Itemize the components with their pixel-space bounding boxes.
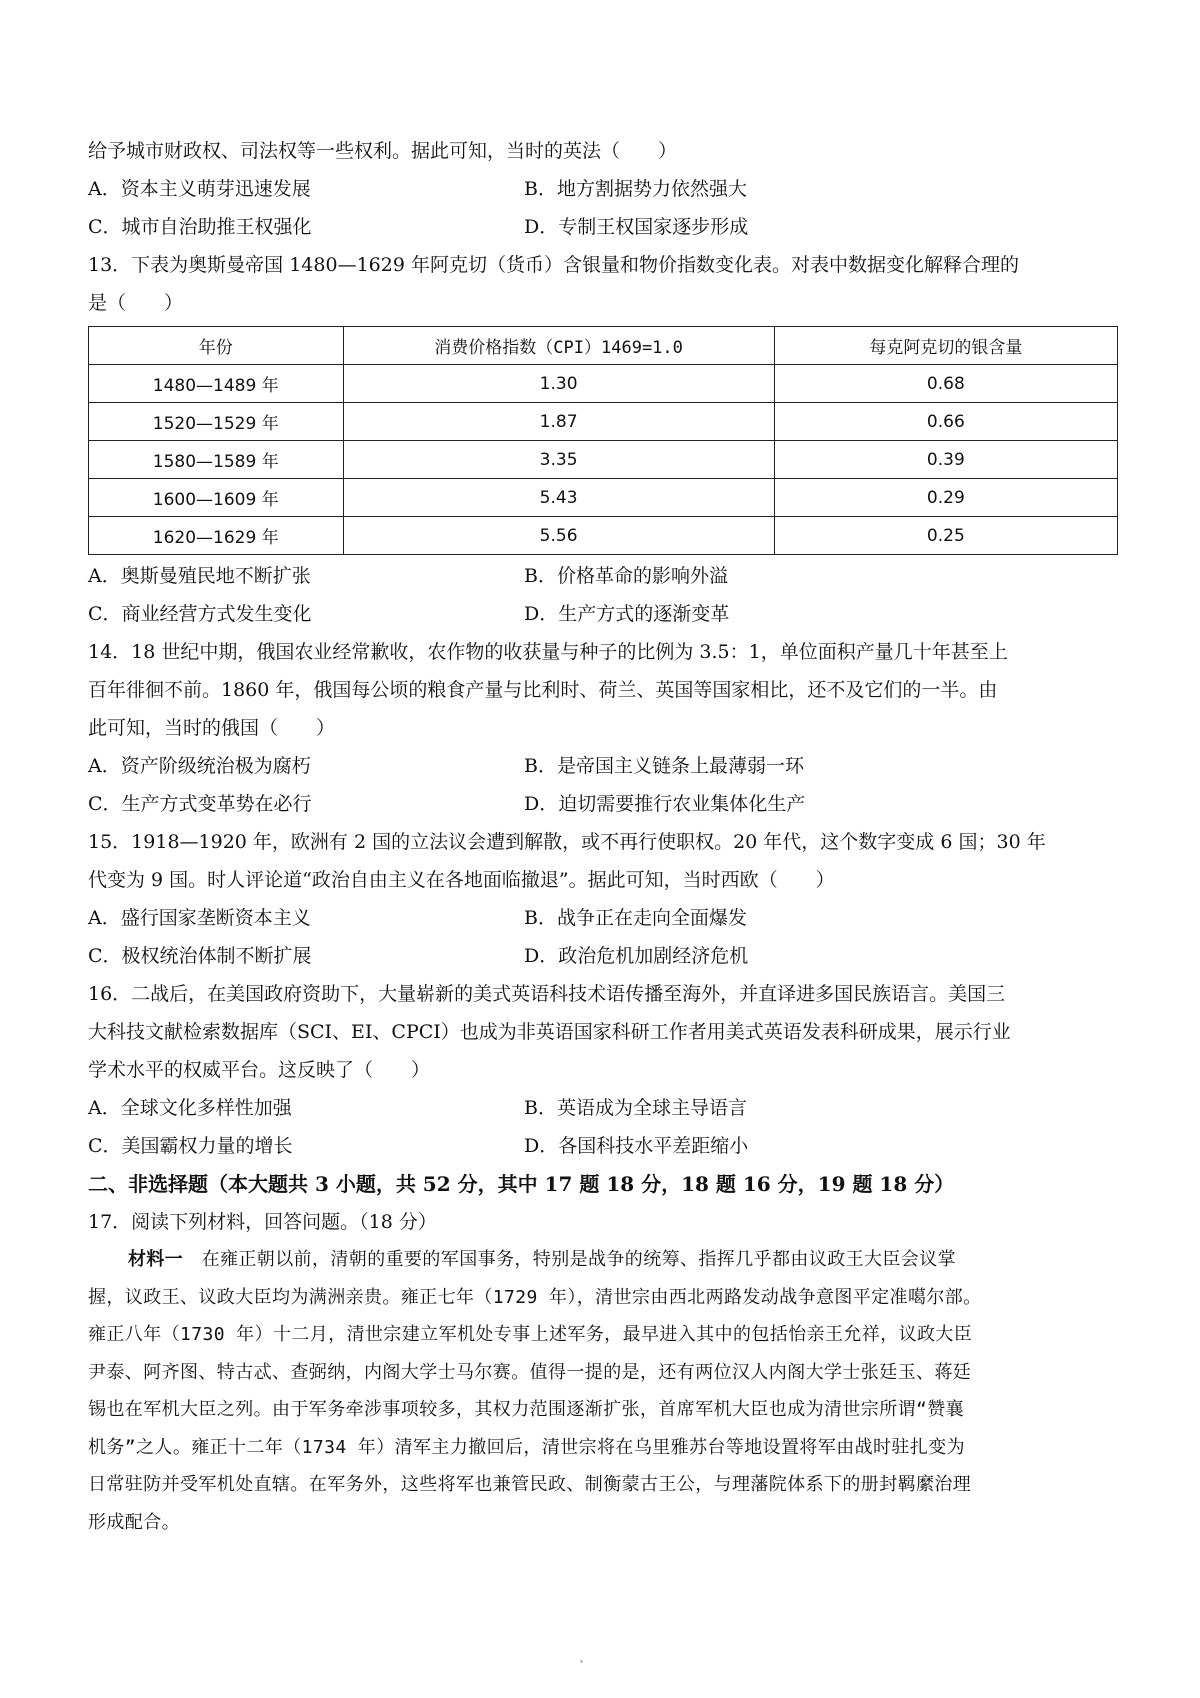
material-line-7: 日常驻防并受军机处直辖。在军务外，这些将军也兼管民政、制衡蒙古王公，与理藩院体系下的册封羁縻治理 <box>88 1474 972 1495</box>
q16-option-b[interactable]: B．英语成为全球主导语言 <box>524 1097 747 1119</box>
q13-option-d[interactable]: D．生产方式的逐渐变革 <box>524 603 730 625</box>
cell-year: 1620—1629 年 <box>89 517 344 555</box>
q14-options-row1 <box>88 747 1118 785</box>
q15-options-row1 <box>88 899 1118 937</box>
exam-page <box>88 132 1118 1541</box>
cpi-silver-table <box>88 326 1118 555</box>
cell-cpi: 5.56 <box>343 517 774 555</box>
q13-option-c[interactable]: C．商业经营方式发生变化 <box>88 603 312 625</box>
q15-options-row2 <box>88 937 1118 975</box>
q14-options-row2 <box>88 785 1118 823</box>
cell-year: 1520—1529 年 <box>89 403 344 441</box>
table-row <box>89 479 1118 517</box>
cell-silver: 0.66 <box>774 403 1117 441</box>
material-line-2: 握，议政王、议政大臣均为满洲亲贵。雍正七年（1729 年），清世宗由西北两路发动战争意图平定准噶尔部。 <box>88 1286 982 1308</box>
material-label: 材料一 <box>128 1249 184 1270</box>
q14-option-a[interactable]: A．资产阶级统治极为腐朽 <box>88 755 311 777</box>
q14-option-c[interactable]: C．生产方式变革势在必行 <box>88 793 312 815</box>
q13-stem-line1: 13．下表为奥斯曼帝国 1480—1629 年阿克切（货币）含银量和物价指数变化表。对表中数据变化解释合理的 <box>88 254 1019 276</box>
q14-stem-line1: 14．18 世纪中期，俄国农业经常歉收，农作物的收获量与种子的比例为 3.5：1，单位面积产量几十年甚至上 <box>88 641 1008 663</box>
q17-stem: 17．阅读下列材料，回答问题。（18 分） <box>88 1211 437 1233</box>
q16-options-row2 <box>88 1127 1118 1165</box>
cell-year: 1580—1589 年 <box>89 441 344 479</box>
table-row <box>89 365 1118 403</box>
q16-stem-line1: 16．二战后，在美国政府资助下，大量崭新的美式英语科技术语传播至海外，并直译进多国民族语言。美国三 <box>88 983 1006 1005</box>
cell-cpi: 3.35 <box>343 441 774 479</box>
cell-year: 1480—1489 年 <box>89 365 344 403</box>
cell-cpi: 5.43 <box>343 479 774 517</box>
q14-stem-line3: 此可知，当时的俄国（ ） <box>88 717 336 739</box>
q14-stem-line2: 百年徘徊不前。1860 年，俄国每公顷的粮食产量与比利时、荷兰、英国等国家相比，还不及它们的一半。由 <box>88 679 998 701</box>
q15-stem-line1: 15．1918—1920 年，欧洲有 2 国的立法议会遭到解散，或不再行使职权。20 年代，这个数字变成 6 国；30 年 <box>88 831 1046 853</box>
cell-cpi: 1.30 <box>343 365 774 403</box>
q16-option-a[interactable]: A．全球文化多样性加强 <box>88 1097 292 1119</box>
q12-stem: 给予城市财政权、司法权等一些权利。据此可知，当时的英法（ ） <box>88 140 678 162</box>
header-silver: 每克阿克切的银含量 <box>774 327 1117 365</box>
q12-option-d[interactable]: D．专制王权国家逐步形成 <box>524 216 749 238</box>
q16-options-row1 <box>88 1089 1118 1127</box>
cell-silver: 0.29 <box>774 479 1117 517</box>
q13-option-b[interactable]: B．价格革命的影响外溢 <box>524 565 728 587</box>
q13-stem-line2: 是（ ） <box>88 292 184 314</box>
q14-option-d[interactable]: D．迫切需要推行农业集体化生产 <box>524 793 806 815</box>
table-row <box>89 441 1118 479</box>
material-line-3: 雍正八年（1730 年）十二月，清世宗建立军机处专事上述军务，最早进入其中的包括怡亲王允祥，议政大臣 <box>88 1324 973 1345</box>
section-heading: 二、非选择题（本大题共 3 小题，共 52 分，其中 17 题 18 分，18 题 16 分，19 题 18 分） <box>88 1172 955 1196</box>
q15-option-d[interactable]: D．政治危机加剧经济危机 <box>524 945 749 967</box>
q12-option-b[interactable]: B．地方割据势力依然强大 <box>524 178 747 200</box>
material-line-1 <box>88 1241 1118 1279</box>
footer-dot <box>580 1660 583 1663</box>
table-row <box>89 517 1118 555</box>
cell-cpi: 1.87 <box>343 403 774 441</box>
q16-stem-line2: 大科技文献检索数据库（SCI、EI、CPCI）也成为非英语国家科研工作者用美式英语发表科研成果，展示行业 <box>88 1021 1011 1043</box>
material-line-4: 尹泰、阿齐图、特古忒、查弼纳，内阁大学士马尔赛。值得一提的是，还有两位汉人内阁大学士张廷玉、蒋廷 <box>88 1361 972 1383</box>
q12-options-row2 <box>88 208 1118 246</box>
q13-option-a[interactable]: A．奥斯曼殖民地不断扩张 <box>88 565 311 587</box>
cell-silver: 0.39 <box>774 441 1117 479</box>
header-cpi: 消费价格指数（CPI）1469=1.0 <box>343 327 774 365</box>
q14-option-b[interactable]: B．是帝国主义链条上最薄弱一环 <box>524 755 804 777</box>
q16-option-c[interactable]: C．美国霸权力量的增长 <box>88 1135 293 1157</box>
cell-year: 1600—1609 年 <box>89 479 344 517</box>
q15-stem-line2: 代变为 9 国。时人评论道“政治自由主义在各地面临撤退”。据此可知，当时西欧（ ） <box>88 869 835 891</box>
table-header-row <box>89 327 1118 365</box>
q15-option-c[interactable]: C．极权统治体制不断扩展 <box>88 945 312 967</box>
header-year: 年份 <box>89 327 344 365</box>
material-text: 在雍正朝以前，清朝的重要的军国事务，特别是战争的统筹、指挥几乎都由议政王大臣会议掌 <box>183 1249 956 1270</box>
q12-option-a[interactable]: A．资本主义萌芽迅速发展 <box>88 178 311 200</box>
q16-stem-line3: 学术水平的权威平台。这反映了（ ） <box>88 1059 431 1081</box>
cell-silver: 0.25 <box>774 517 1117 555</box>
material-line-6: 机务”之人。雍正十二年（1734 年）清军主力撤回后，清世宗将在乌里雅苏台等地设置将军由战时驻扎变为 <box>88 1436 966 1458</box>
q12-options-row1 <box>88 170 1118 208</box>
material-line-5: 锡也在军机大臣之列。由于军务牵涉事项较多，其权力范围逐渐扩张，首席军机大臣也成为清世宗所谓“赞襄 <box>88 1399 965 1420</box>
q12-option-c[interactable]: C．城市自治助推王权强化 <box>88 216 312 238</box>
q13-options-row2 <box>88 595 1118 633</box>
table-row <box>89 403 1118 441</box>
material-line-8: 形成配合。 <box>88 1511 180 1533</box>
q15-option-a[interactable]: A．盛行国家垄断资本主义 <box>88 907 311 929</box>
q15-option-b[interactable]: B．战争正在走向全面爆发 <box>524 907 747 929</box>
q13-options-row1 <box>88 557 1118 595</box>
cell-silver: 0.68 <box>774 365 1117 403</box>
q16-option-d[interactable]: D．各国科技水平差距缩小 <box>524 1135 749 1157</box>
